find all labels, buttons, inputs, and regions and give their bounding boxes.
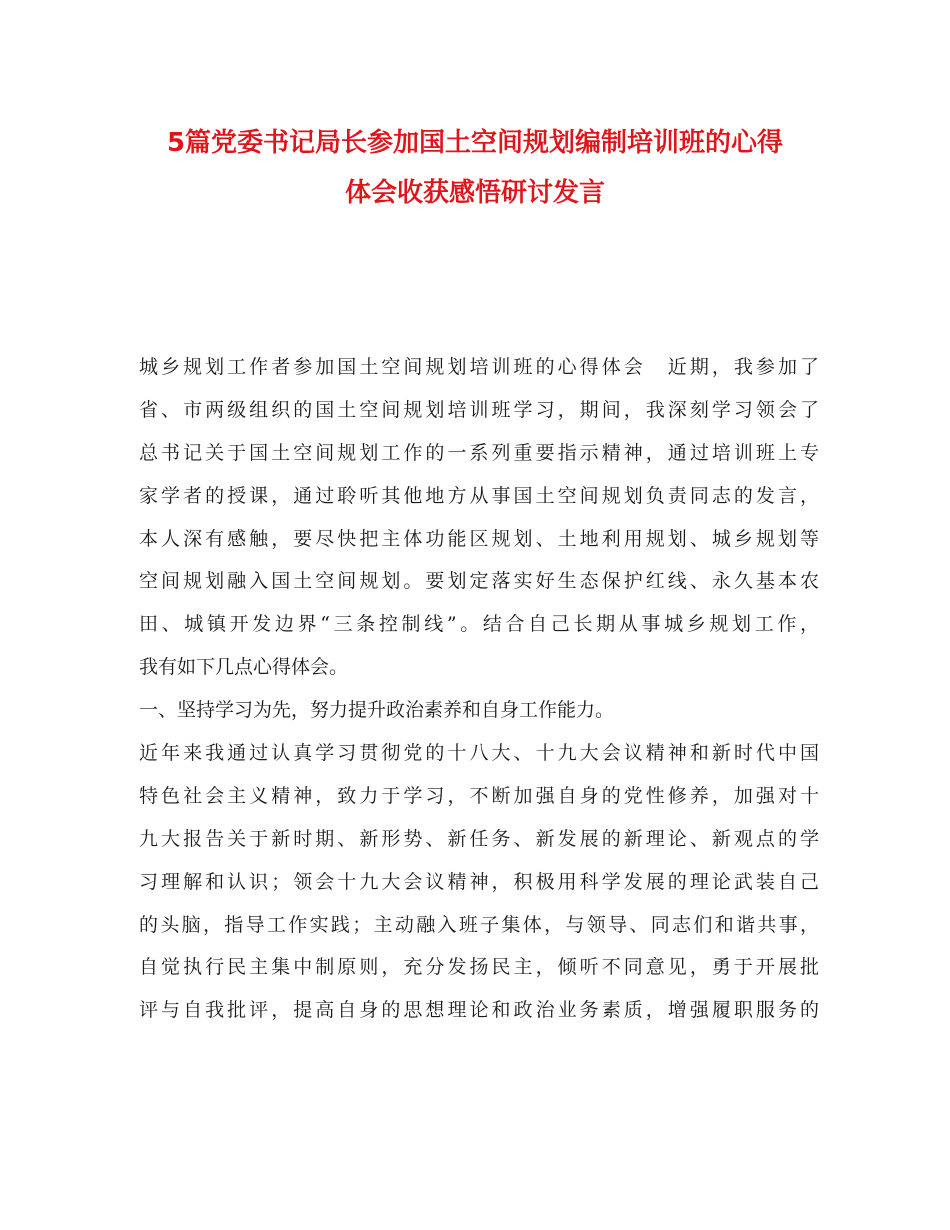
text-line: 总书记关于国土空间规划工作的一系列重要指示精神，通过培训班上专 [139, 441, 819, 464]
text-line: 特色社会主义精神，致力于学习，不断加强自身的党性修养，加强对十 [139, 784, 819, 807]
text-line: 自觉执行民主集中制原则，充分发扬民主，倾听不同意见，勇于开展批 [139, 956, 819, 979]
text-line: 本人深有感触，要尽快把主体功能区规划、土地利用规划、城乡规划等 [139, 527, 819, 550]
paragraph-section-1 [139, 732, 819, 1032]
text-line: 近年来我通过认真学习贯彻党的十八大、十九大会议精神和新时代中国 [139, 742, 819, 765]
text-line: 习理解和认识；领会十九大会议精神，积极用科学发展的理论武装自己 [139, 870, 819, 893]
text-line: 的头脑，指导工作实践；主动融入班子集体，与领导、同志们和谐共事， [139, 913, 819, 936]
text-line: 我有如下几点心得体会。 [139, 656, 349, 679]
text-line: 评与自我批评，提高自身的思想理论和政治业务素质，增强履职服务的 [139, 999, 819, 1022]
document-title [120, 118, 830, 218]
text-line: 家学者的授课，通过聆听其他地方从事国土空间规划负责同志的发言， [139, 484, 819, 507]
text-line: 空间规划融入国土空间规划。要划定落实好生态保护红线、永久基本农 [139, 570, 819, 593]
title-line-1: 5篇党委书记局长参加国土空间规划编制培训班的心得 [166, 128, 784, 158]
section-heading-1: 一、坚持学习为先，努力提升政治素养和自身工作能力。 [139, 699, 615, 722]
paragraph-intro [139, 346, 819, 689]
document-body [139, 346, 819, 1032]
text-line: 田、城镇开发边界“三条控制线”。结合自己长期从事城乡规划工作， [139, 613, 819, 636]
text-line: 城乡规划工作者参加国土空间规划培训班的心得体会 近期，我参加了 [139, 356, 819, 378]
text-line: 省、市两级组织的国土空间规划培训班学习，期间，我深刻学习领会了 [139, 398, 819, 421]
text-line: 九大报告关于新时期、新形势、新任务、新发展的新理论、新观点的学 [139, 827, 819, 850]
title-line-2: 体会收获感悟研讨发言 [344, 178, 605, 208]
